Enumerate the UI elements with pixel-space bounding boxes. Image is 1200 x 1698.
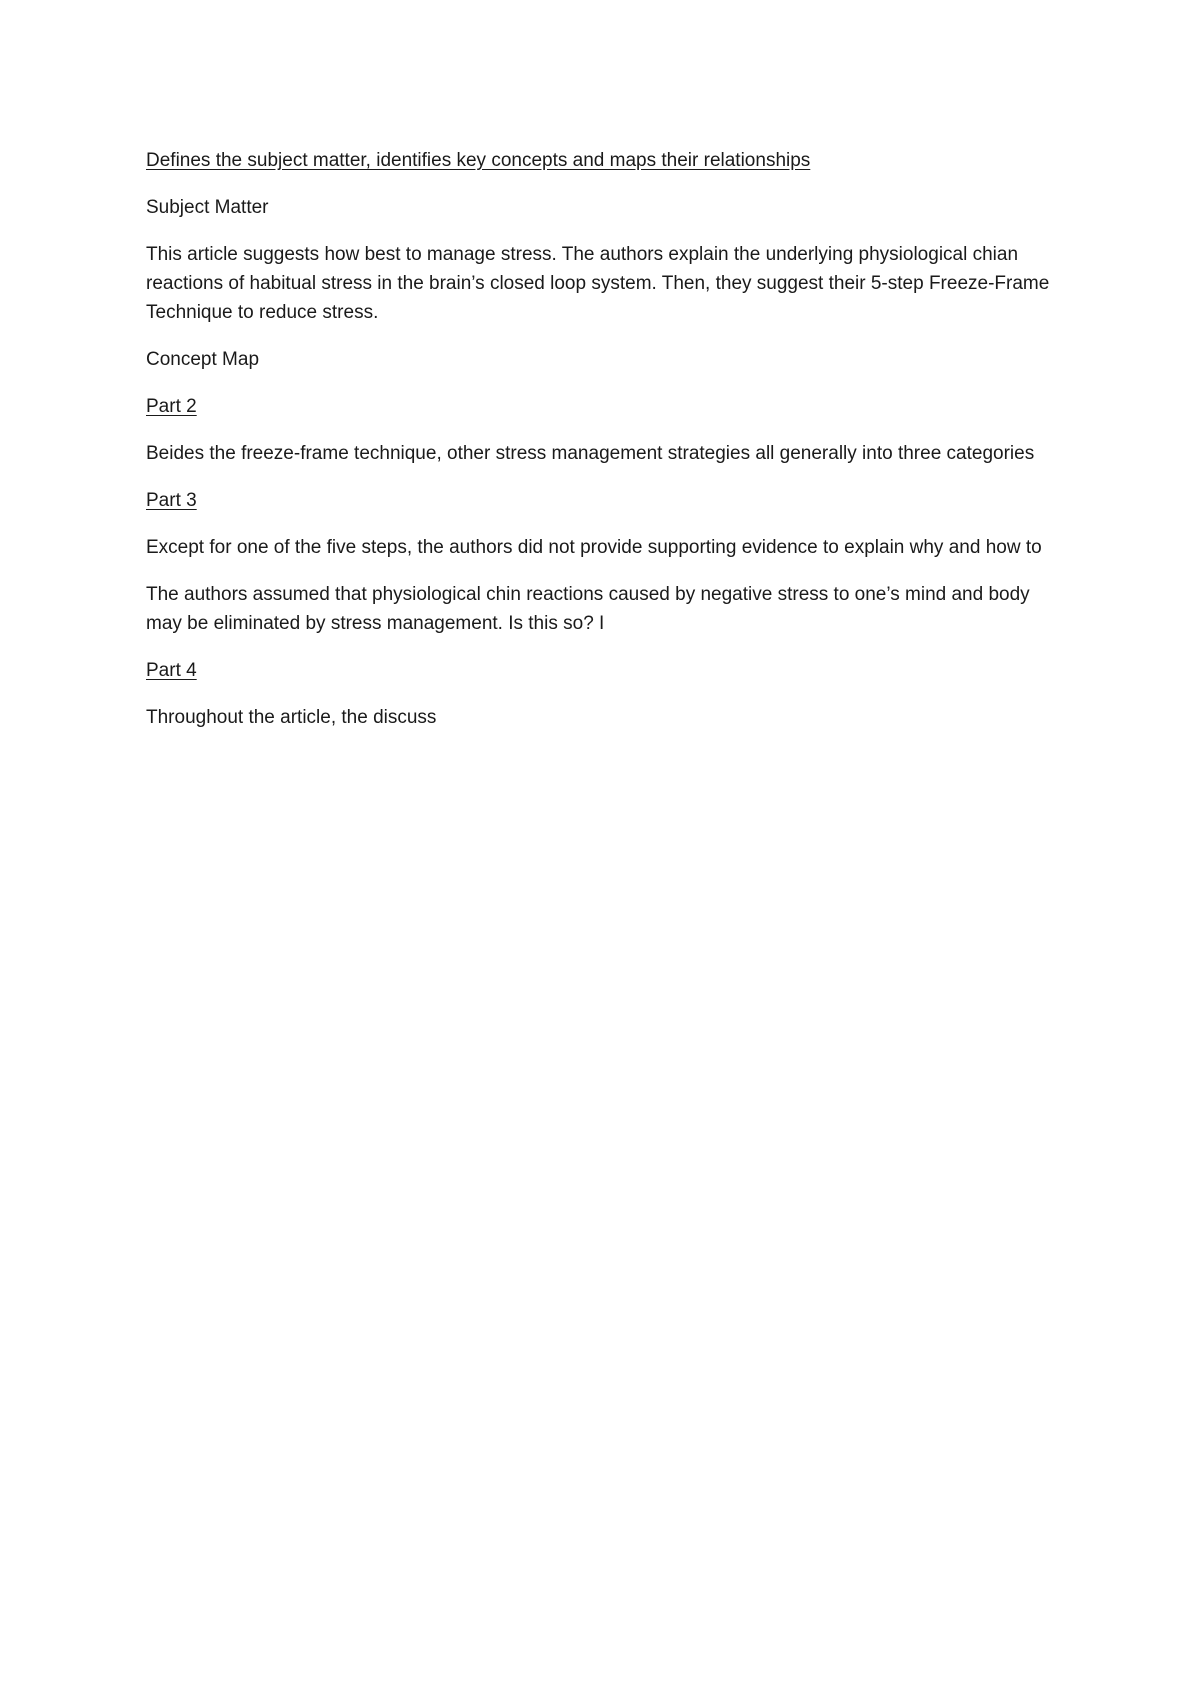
- document-heading: Defines the subject matter, identifies key concepts and maps their relationships: [146, 150, 811, 171]
- part-2-heading: Part 2: [146, 396, 197, 417]
- subject-matter-paragraph: This article suggests how best to manage stress. The authors explain the underlying physiological chian reactions of habitual stress in the brain’s closed loop system. Then, they suggest their 5-step Freeze-Frame Technique to reduce stress.: [146, 244, 1050, 323]
- concept-map-label: Concept Map: [146, 349, 260, 370]
- part-4-heading: Part 4: [146, 660, 197, 681]
- part-3-paragraph-2: The authors assumed that physiological chin reactions caused by negative stress to one’s mind and body may be eliminated by stress management. Is this so? I: [146, 584, 1030, 634]
- part-2-paragraph: Beides the freeze-frame technique, other stress management strategies all generally into three categories: [146, 443, 1035, 464]
- part-3-heading: Part 3: [146, 490, 197, 511]
- part-4-paragraph: Throughout the article, the discuss: [146, 707, 437, 728]
- document-body: [146, 146, 1066, 750]
- subject-matter-label: Subject Matter: [146, 197, 269, 218]
- part-3-paragraph-1: Except for one of the five steps, the authors did not provide supporting evidence to explain why and how to: [146, 537, 1042, 558]
